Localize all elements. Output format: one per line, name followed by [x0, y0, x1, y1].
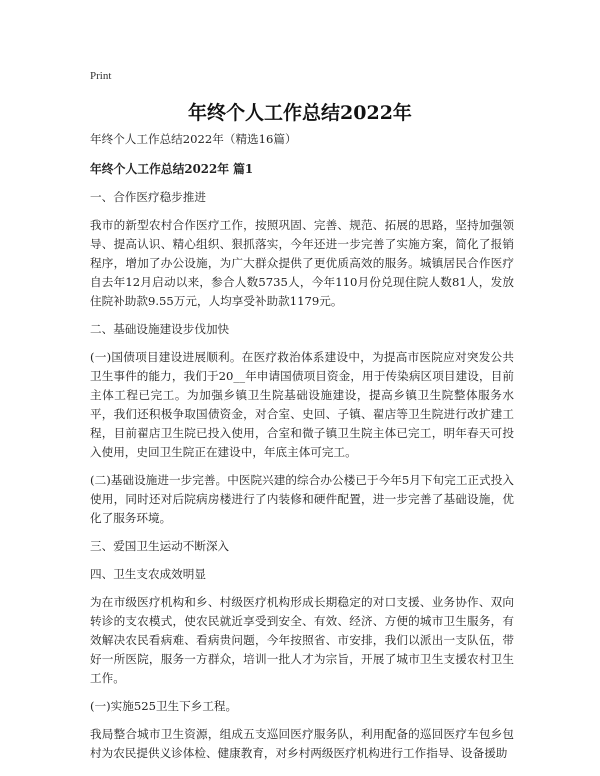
section-heading: (一)实施525卫生下乡工程。 — [90, 699, 238, 713]
paragraph: 为在市级医疗机构和乡、村级医疗机构形成长期稳定的对口支援、业务协作、双向转诊的支农模式，使农民就近享受到安全、有效、经济、方便的城市卫生服务，有效解决农民看病难、看病贵问题，今年按照省、市安排，我们以派出一支队伍，带好一所医院，服务一方群众，培训一批人才为宗旨，开展了城市卫生支援农村卫生工作。 — [90, 595, 514, 685]
document-title: 年终个人工作总结2022年 — [188, 102, 412, 124]
document-body — [90, 130, 514, 763]
print-label[interactable]: Print — [90, 70, 112, 82]
paragraph: (一)国债项目建设进展顺利。在医疗救治体系建设中，为提高市医院应对突发公共卫生事件的能力，我们于20__年申请国债项目资金，用于传染病区项目建设，目前主体工程已完工。为加强乡镇卫生院基础设施建设，提高乡镇卫生院整体服务水平，我们还积极争取国债资金，对合室、史回、子镇、翟店等卫生院进行改扩建工程，目前翟店卫生院已投入使用，合室和微子镇卫生院主体已完工，明年春天可投入使用，史回卫生院正在建设中，年底主体可完工。 — [90, 350, 514, 459]
paragraph: 我市的新型农村合作医疗工作，按照巩固、完善、规范、拓展的思路，坚持加强领导、提高认识、精心组织、狠抓落实，今年还进一步完善了实施方案，简化了报销程序，增加了办公设施，为广大群众提供了更优质高效的服务。城镇居民合作医疗自去年12月启动以来，参合人数5735人，今年110月份兑现住院人数81人，发放住院补助款9.55万元，人均享受补助款1179元。 — [90, 218, 514, 308]
document-subtitle: 年终个人工作总结2022年（精选16篇） — [90, 132, 297, 146]
paragraph: (二)基础设施进一步完善。中医院兴建的综合办公楼已于今年5月下旬完工正式投入使用，同时还对后院病房楼进行了内装修和硬件配置，进一步完善了基础设施，优化了服务环境。 — [90, 473, 514, 525]
section-heading: 四、卫生支农成效明显 — [90, 567, 206, 581]
paragraph: 我局整合城市卫生资源，组成五支巡回医疗服务队，利用配备的巡回医疗车包乡包村为农民提供义诊体检、健康教育，对乡村两级医疗机构进行工作指导、设备援助 — [90, 727, 514, 760]
section-heading: 一、合作医疗稳步推进 — [90, 190, 206, 204]
article-heading: 年终个人工作总结2022年 篇1 — [90, 162, 254, 176]
section-heading: 二、基础设施建设步伐加快 — [90, 322, 230, 336]
section-heading: 三、爱国卫生运动不断深入 — [90, 539, 230, 553]
